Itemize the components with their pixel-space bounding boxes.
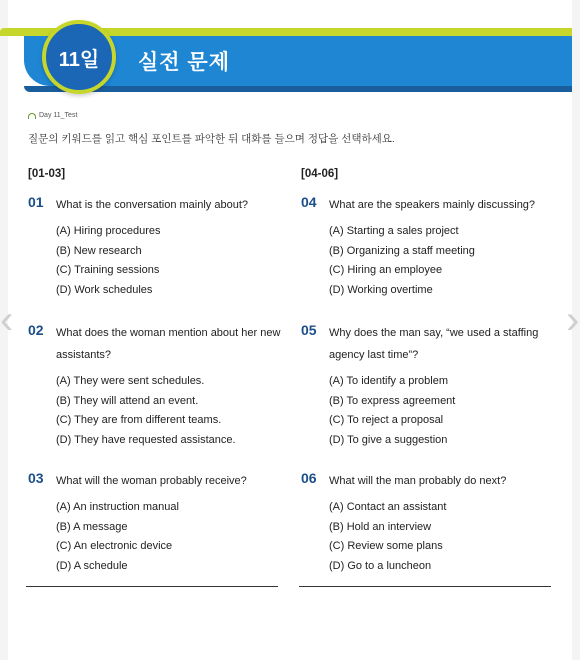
question-number: 01	[28, 194, 44, 210]
question-set-left	[28, 168, 281, 573]
answer-option[interactable]: (A) They were sent schedules.	[56, 375, 205, 387]
answer-option[interactable]: (D) A schedule	[56, 560, 128, 573]
question-text: What will the man probably do next?	[329, 475, 507, 487]
audio-track-label[interactable]	[28, 112, 77, 119]
question-set-right	[301, 168, 551, 573]
divider-line	[26, 586, 278, 587]
answer-option[interactable]: (C) Training sessions	[56, 264, 160, 277]
page-title: 실전 문제	[138, 51, 230, 74]
question-text: What does the woman mention about her new assistants?	[56, 327, 281, 361]
headphones-icon	[28, 113, 36, 119]
question-text: What are the speakers mainly discussing?	[329, 199, 536, 211]
answer-option[interactable]: (B) New research	[56, 244, 142, 257]
question-text: What is the conversation mainly about?	[56, 199, 248, 211]
option-list	[329, 222, 561, 301]
question-number: 04	[301, 194, 317, 210]
answer-option[interactable]: (B) Hold an interview	[329, 520, 432, 533]
previous-page-arrow-icon[interactable]: ‹	[0, 298, 14, 342]
answer-option[interactable]: (B) A message	[56, 520, 128, 533]
option-list	[56, 498, 288, 577]
answer-option[interactable]: (C) An electronic device	[56, 540, 173, 553]
answer-option[interactable]: (A) Hiring procedures	[56, 225, 161, 237]
answer-option[interactable]: (C) To reject a proposal	[329, 414, 444, 427]
answer-option[interactable]: (A) An instruction manual	[56, 501, 179, 513]
option-list	[56, 372, 288, 451]
divider-line	[299, 586, 551, 587]
day-label: 11일	[58, 48, 100, 71]
answer-option[interactable]: (B) To express agreement	[329, 394, 456, 407]
question-block	[28, 322, 288, 451]
question-number: 05	[301, 322, 317, 338]
question-block	[301, 194, 561, 301]
option-list	[329, 498, 561, 577]
option-list	[56, 222, 288, 301]
answer-option[interactable]: (D) Go to a luncheon	[329, 560, 432, 573]
question-number: 06	[301, 470, 317, 486]
question-block	[301, 470, 561, 577]
track-name: Day 11_Test	[39, 112, 78, 119]
question-text: What will the woman probably receive?	[56, 475, 247, 487]
answer-option[interactable]: (C) They are from different teams.	[56, 414, 222, 427]
question-block	[28, 194, 288, 301]
instruction-text: 질문의 키워드를 읽고 핵심 포인트를 파악한 뒤 대화를 들으며 정답을 선택하세요.	[28, 133, 395, 145]
question-number: 02	[28, 322, 44, 338]
answer-option[interactable]: (C) Hiring an employee	[329, 264, 443, 277]
question-range: [04-06]	[301, 168, 339, 180]
question-number: 03	[28, 470, 44, 486]
question-block	[301, 322, 561, 451]
option-list	[329, 372, 561, 451]
day-badge	[42, 20, 116, 94]
answer-option[interactable]: (A) Contact an assistant	[329, 501, 447, 513]
question-range: [01-03]	[28, 168, 66, 180]
answer-option[interactable]: (B) They will attend an event.	[56, 394, 199, 407]
answer-option[interactable]: (D) To give a suggestion	[329, 434, 448, 447]
answer-option[interactable]: (D) They have requested assistance.	[56, 434, 236, 447]
answer-option[interactable]: (A) To identify a problem	[329, 375, 449, 387]
banner-shadow-stripe	[24, 86, 572, 92]
question-block	[28, 470, 288, 577]
next-page-arrow-icon[interactable]: ›	[566, 298, 580, 342]
answer-option[interactable]: (D) Working overtime	[329, 284, 433, 297]
question-text: Why does the man say, “we used a staffing agency last time”?	[329, 327, 539, 361]
answer-option[interactable]: (B) Organizing a staff meeting	[329, 244, 475, 257]
answer-option[interactable]: (D) Work schedules	[56, 284, 153, 297]
answer-option[interactable]: (A) Starting a sales project	[329, 225, 459, 237]
answer-option[interactable]: (C) Review some plans	[329, 540, 443, 553]
